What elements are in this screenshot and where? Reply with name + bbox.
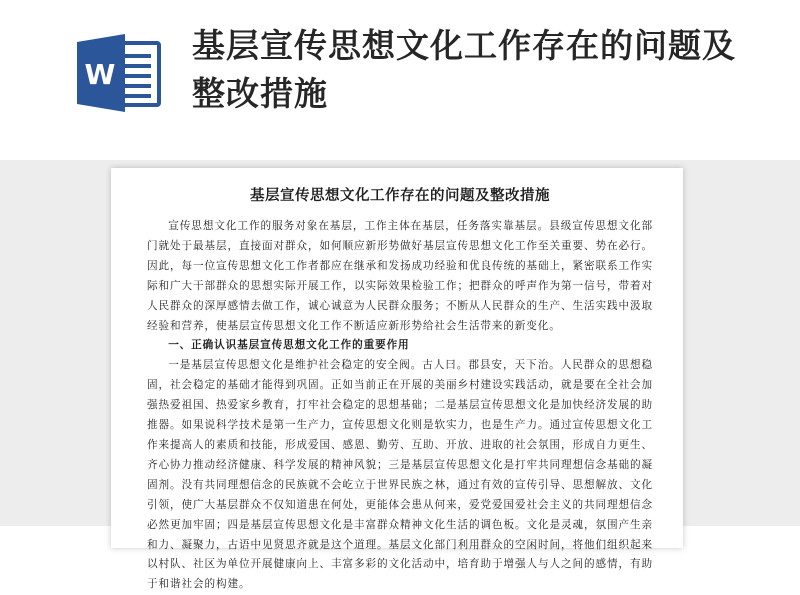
paragraph-intro: 宣传思想文化工作的服务对象在基层，工作主体在基层，任务落实靠基层。县级宣传思想文化部门就处于最基层，直接面对群众，如何顺应新形势做好基层宣传思想文化工作至关重要、势在必行。因此，每一位宣传思想文化工作者都应在继承和发扬成功经验和优良传统的基础上，紧密联系工作实际和广大干部群众的思想实际开展工作，以实际效果检验工作；把群众的呼声作为第一信号，带着对人民群众的深厚感情去做工作，诚心诚意为人民群众服务；不断从人民群众的生产、生活实践中汲取经验和营养，使基层宣传思想文化工作不断适应新形势给社会生活带来的新变化。 — [147, 220, 653, 332]
svg-text:W: W — [84, 58, 116, 91]
word-document-icon — [73, 33, 165, 113]
paragraph-body: 一是基层宣传思想文化是维护社会稳定的安全阀。古人曰。郡县安，天下治。人民群众的思想稳固，社会稳定的基础才能得到巩固。正如当前正在开展的美丽乡村建设实践活动，就是要在全社会加强热爱祖国、热爱家乡教育，打牢社会稳定的思想基础；二是基层宣传思想文化是加快经济发展的助推器。如果说科学技术是第一生产力，宣传思想文化则是软实力，也是生产力。通过宣传思想文化工作来提高人的素质和技能，形成爱国、感恩、勤劳、互助、开放、进取的社会氛围，形成自力更生、齐心协力推动经济健康、科学发展的精神风貌；三是基层宣传思想文化是打牢共同理想信念基础的凝固剂。没有共同理想信念的民族就不会屹立于世界民族之林，通过有效的宣传引导、思想解放、文化引领，使广大基层群众不仅知道患在何处，更能体会患从何来，爱党爱国爱社会主义的共同理想信念必然更加牢固；四是基层宣传思想文化是丰富群众精神文化生活的调色板。文化是灵魂，氛围产生亲和力、凝聚力，古语中见贤思齐就是这个道理。基层文化部门利用群众的空闲时间，将他们组织起来以村队、社区为单位开展健康向上、丰富多彩的文化活动中，培育助于增强人与人之间的感情，有助于和谐社会的构建。 — [147, 359, 653, 591]
header — [0, 0, 800, 160]
document-title: 基层宣传思想文化工作存在的问题及整改措施 — [250, 187, 550, 204]
document-page — [111, 168, 683, 591]
page-title: 基层宣传思想文化工作存在的问题及整改措施 — [192, 26, 736, 113]
section-heading: 一、正确认识基层宣传思想文化工作的重要作用 — [168, 339, 410, 352]
